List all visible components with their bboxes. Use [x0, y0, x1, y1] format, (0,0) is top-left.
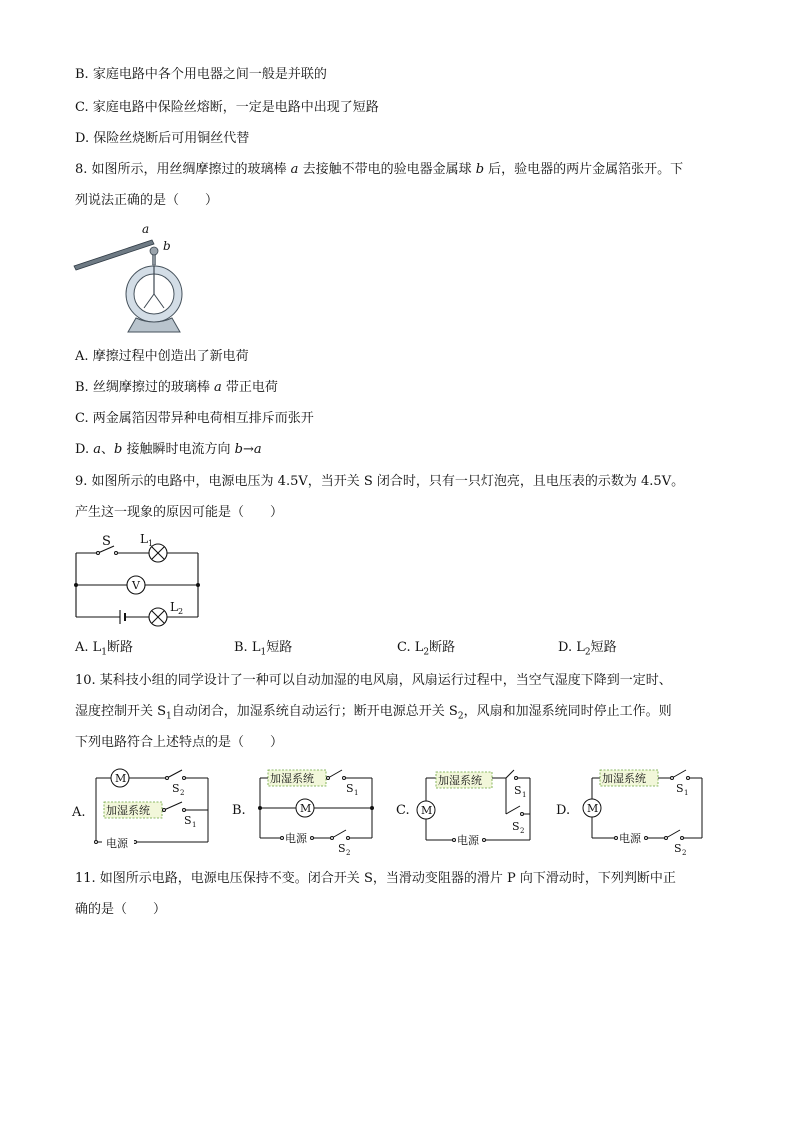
- q10-stem-line1: 10. 某科技小组的同学设计了一种可以自动加湿的电风扇，风扇运行过程中，当空气湿度下降到一定时、: [75, 673, 672, 688]
- switch-s1-label-b: S: [346, 782, 354, 795]
- power-label-b: 电源: [285, 832, 307, 845]
- switch-s2-sub-b: 2: [346, 849, 351, 857]
- switch-s1-sub-c: 1: [522, 791, 527, 799]
- switch-s2-label-b: S: [338, 842, 346, 855]
- lamp-label-l1-sub: 1: [148, 539, 154, 548]
- switch-label-s: S: [102, 534, 111, 549]
- humidifier-label-d: 加湿系统: [602, 772, 646, 785]
- motor-label-b: M: [300, 802, 312, 815]
- lamp-label-l1: L: [140, 532, 148, 546]
- switch-s1-label-c: S: [514, 784, 522, 797]
- switch-s2-sub-c: 2: [520, 827, 525, 835]
- q9-option-d: D. $L_2$短路: [558, 640, 617, 658]
- lamp-label-l2-sub: 2: [178, 607, 184, 616]
- switch-s1-label-d: S: [676, 782, 684, 795]
- q7-option-d: D. 保险丝烧断后可用铜丝代替: [75, 131, 250, 146]
- q8-option-d: D. a、b 接触瞬时电流方向 b→a: [75, 442, 262, 457]
- q9-option-b: B. $L_1$短路: [234, 640, 293, 658]
- q10-circuit-a: [72, 764, 212, 856]
- q10-stem-line2: 湿度控制开关 $S_1$自动闭合，加湿系统自动运行；断开电源总开关 $S_2$，风扇和加湿系统同时停止工作。则: [75, 704, 672, 722]
- motor-label-c: M: [421, 804, 433, 817]
- motor-label-d: M: [587, 802, 599, 815]
- q10-circuit-b: [232, 764, 380, 856]
- q9-option-a: A. $L_1$断路: [75, 640, 134, 658]
- q10-option-a-label: A.: [72, 805, 86, 820]
- ball-label-b: b: [163, 239, 171, 253]
- voltmeter-label: V: [132, 579, 140, 592]
- q9-circuit-diagram: [72, 533, 204, 629]
- humidifier-label-b: 加湿系统: [270, 772, 314, 785]
- switch-s1-sub-d: 1: [684, 789, 689, 797]
- switch-s1-sub-a: 1: [192, 821, 197, 829]
- q7-option-c: C. 家庭电路中保险丝熔断，一定是电路中出现了短路: [75, 100, 379, 115]
- switch-s2-sub-d: 2: [682, 849, 687, 857]
- switch-s1-label-a: S: [184, 814, 192, 827]
- q9-option-c: C. $L_2$断路: [397, 640, 456, 658]
- q11-stem-line1: 11. 如图所示电路，电源电压保持不变。闭合开关 S，当滑动变阻器的滑片 P 向下滑动时，下列判断中正: [75, 871, 676, 886]
- q9-stem-line2: 产生这一现象的原因可能是（ ）: [75, 505, 284, 520]
- rod-label-a: a: [142, 222, 150, 236]
- lamp-label-l2: L: [170, 600, 178, 614]
- humidifier-label-a: 加湿系统: [106, 804, 150, 817]
- power-label-c: 电源: [457, 834, 479, 847]
- electroscope-figure: [72, 222, 192, 334]
- q8-option-b: B. 丝绸摩擦过的玻璃棒 a 带正电荷: [75, 380, 278, 395]
- q9-stem-line1: 9. 如图所示的电路中，电源电压为 4.5V，当开关 S 闭合时，只有一只灯泡亮，且电压表的示数为 4.5V。: [75, 474, 685, 489]
- power-label-a: 电源: [106, 837, 128, 850]
- switch-s2-label-d: S: [674, 842, 682, 855]
- switch-s1-sub-b: 1: [354, 789, 359, 797]
- q10-circuit-d: [556, 764, 706, 856]
- power-label-d: 电源: [619, 832, 641, 845]
- switch-s2-label-a: S: [172, 782, 180, 795]
- q8-stem-line2: 列说法正确的是（ ）: [75, 193, 219, 208]
- switch-s2-sub-a: 2: [180, 789, 185, 797]
- motor-label-a: M: [115, 772, 127, 785]
- q10-option-b-label: B.: [232, 803, 246, 818]
- q11-stem-line2: 确的是（ ）: [75, 902, 167, 917]
- q10-stem-line3: 下列电路符合上述特点的是（ ）: [75, 735, 284, 750]
- q8-option-a: A. 摩擦过程中创造出了新电荷: [75, 349, 249, 364]
- q7-option-b: B. 家庭电路中各个用电器之间一般是并联的: [75, 67, 327, 82]
- q8-stem-line1: 8. 如图所示，用丝绸摩擦过的玻璃棒 a 去接触不带电的验电器金属球 b 后，验电器的两片金属箔张开。下: [75, 162, 684, 177]
- humidifier-label-c: 加湿系统: [438, 774, 482, 787]
- q8-option-c: C. 两金属箔因带异种电荷相互排斥而张开: [75, 411, 314, 426]
- q10-option-c-label: C.: [396, 803, 410, 818]
- switch-s2-label-c: S: [512, 820, 520, 833]
- q10-option-d-label: D.: [556, 803, 571, 818]
- q10-circuit-c: [396, 764, 536, 856]
